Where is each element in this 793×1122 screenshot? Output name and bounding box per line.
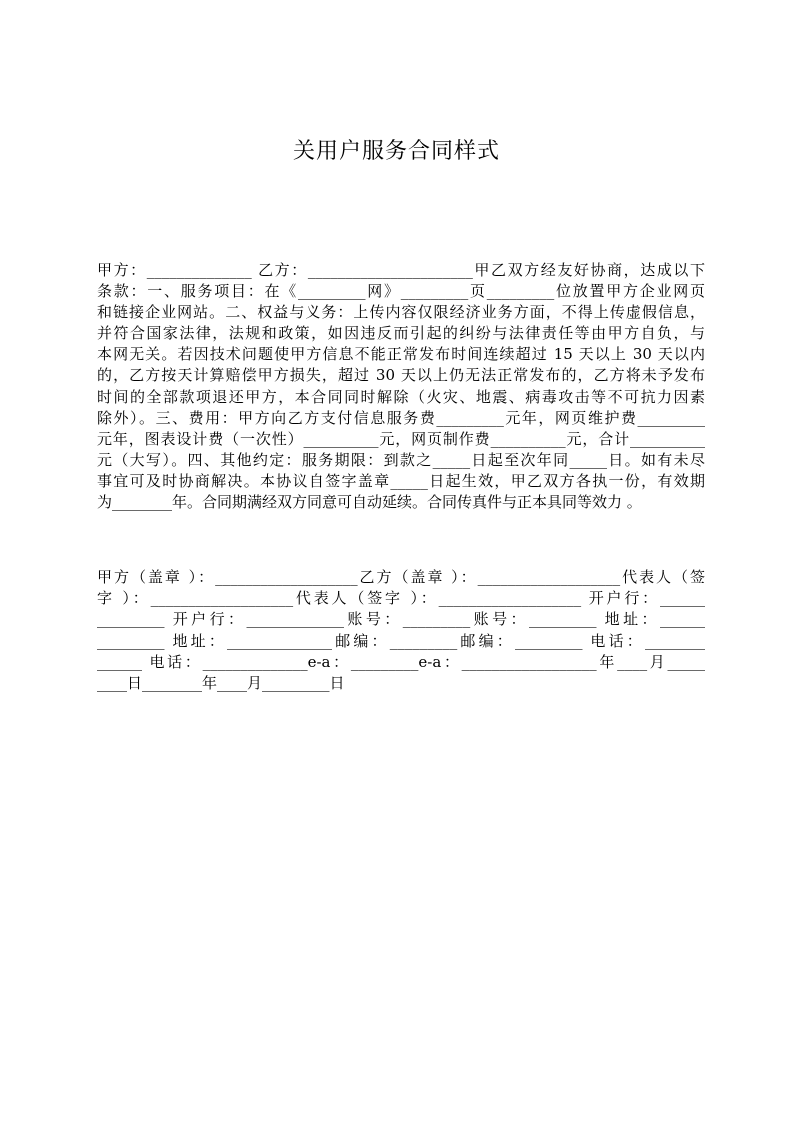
terms-line-4: 并符合国家法律，法规和政策，如因违反而引起的纠纷与法律责任等由甲方自负，与 xyxy=(97,324,705,343)
signature-line-3: _________ 开户行：_____________账号：_________账号：_________ 地址：______ xyxy=(97,610,705,629)
terms-line-1: 甲方：______________ 乙方：______________________甲乙双方经友好协商，达成以下 xyxy=(97,261,705,279)
terms-line-9: 元年，图表设计费（一次性）__________元，网页制作费__________元，合计__________ xyxy=(97,429,705,448)
terms-line-3: 和链接企业网站。二、权益与义务：上传内容仅限经济业务方面，不得上传虚假信息， xyxy=(97,303,705,322)
terms-line-11: 事宜可及时协商解决。本协议自签字盖章_____日起生效，甲乙双方各执一份，有效期 xyxy=(97,471,705,490)
document-title: 关用户服务合同样式 xyxy=(292,139,500,164)
contract-terms xyxy=(97,260,705,513)
terms-line-6: 的，乙方按天计算赔偿甲方损失，超过 30 天以上仍无法正常发布的，乙方将未予发布 xyxy=(97,366,705,385)
signature-line-4: _________ 地址：______________邮编：_________邮编：_________ 电话：________ xyxy=(97,631,705,650)
terms-line-10: 元（大写）。四、其他约定：服务期限：到款之_____日起至次年同_____日。如有未尽 xyxy=(97,450,705,469)
signature-line-5: ______ 电话：______________e-a：_________e-a：__________________年____月_____ xyxy=(97,652,705,671)
terms-line-12: 为________年。合同期满经双方同意可自动延续。合同传真件与正本具同等效力 。 xyxy=(97,493,642,512)
signature-line-1: 甲方（盖章 ）：___________________乙方（盖章 ）：___________________代表人（签 xyxy=(97,568,705,586)
terms-line-2: 条款：一、服务项目：在《_________网》_________页_________位放置甲方企业网页 xyxy=(97,282,705,301)
terms-line-7: 时间的全部款项退还甲方，本合同同时解除（火灾、地震、病毒攻击等不可抗力因素 xyxy=(97,387,705,406)
terms-line-5: 本网无关。若因技术问题使甲方信息不能正常发布时间连续超过 15 天以上 30 天以内 xyxy=(97,345,705,364)
terms-line-8: 除外）。三、费用：甲方向乙方支付信息服务费_________元年，网页维护费_________ xyxy=(97,408,705,427)
signature-line-6: ____日________年____月_________日 xyxy=(97,673,345,692)
signature-section xyxy=(97,567,705,694)
signature-line-2: 字 ）：___________________代表人（签字 ）：___________________ 开户行：______ xyxy=(97,589,705,608)
